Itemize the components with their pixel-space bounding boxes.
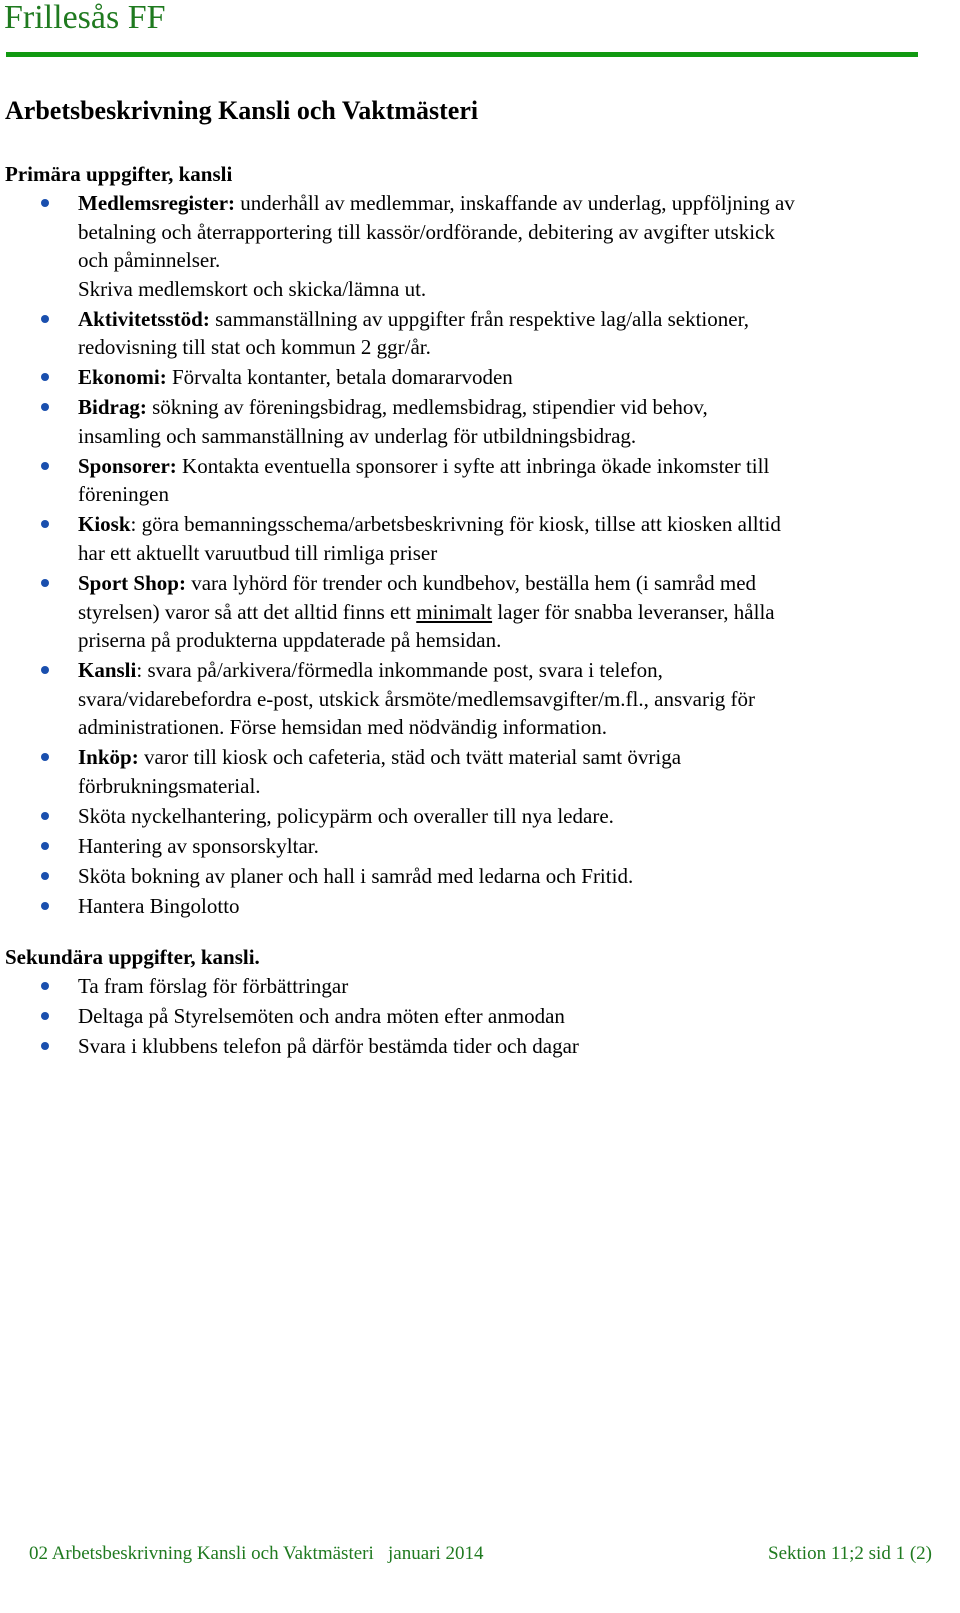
- bullet-icon: [41, 579, 49, 587]
- header-divider: [6, 52, 918, 57]
- bullet-icon: [41, 982, 49, 990]
- bullet-icon: [41, 373, 49, 381]
- bullet-icon: [41, 403, 49, 411]
- list-item: Sköta bokning av planer och hall i samråd med ledarna och Fritid.: [0, 862, 940, 891]
- bullet-icon: [41, 842, 49, 850]
- list-item: Kiosk: göra bemanningsschema/arbetsbeskrivning för kiosk, tillse att kiosken alltid har ett aktuellt varuutbud till rimliga priser: [0, 510, 940, 567]
- secondary-tasks-heading: Sekundära uppgifter, kansli.: [5, 945, 260, 969]
- bullet-icon: [41, 902, 49, 910]
- bullet-icon: [41, 666, 49, 674]
- primary-tasks-section: [0, 160, 940, 922]
- footer-document-info: 02 Arbetsbeskrivning Kansli och Vaktmästeri januari 2014: [29, 1543, 484, 1564]
- list-item: Ta fram förslag för förbättringar: [0, 972, 940, 1001]
- bullet-icon: [41, 315, 49, 323]
- list-item: Bidrag: sökning av föreningsbidrag, medlemsbidrag, stipendier vid behov, insamling och sammanställning av underlag för utbildningsbidrag.: [0, 393, 940, 450]
- primary-tasks-list: [0, 189, 940, 921]
- bullet-icon: [41, 199, 49, 207]
- list-item: Kansli: svara på/arkivera/förmedla inkommande post, svara i telefon, svara/vidarebefordra e-post, utskick årsmöte/medlemsavgifter/m.fl., ansvarig för administrationen. Förse hemsidan med nödvändig information.: [0, 656, 940, 742]
- bullet-icon: [41, 1012, 49, 1020]
- footer-page-number: Sektion 11;2 sid 1 (2): [768, 1543, 932, 1564]
- secondary-tasks-list: [0, 972, 940, 1061]
- list-item: Hantering av sponsorskyltar.: [0, 832, 940, 861]
- list-item: Medlemsregister: underhåll av medlemmar, inskaffande av underlag, uppföljning av betalning och återrapportering till kassör/ordförande, debitering av avgifter utskick och påminnelser. Skriva medlemskort och skicka/lämna ut.: [0, 189, 940, 303]
- bullet-icon: [41, 462, 49, 470]
- list-item: Hantera Bingolotto: [0, 892, 940, 921]
- list-item: Ekonomi: Förvalta kontanter, betala domararvoden: [0, 363, 940, 392]
- page-footer: [0, 1540, 932, 1570]
- organization-title: Frillesås FF: [4, 0, 166, 36]
- list-item: Deltaga på Styrelsemöten och andra möten efter anmodan: [0, 1002, 940, 1031]
- list-item: Aktivitetsstöd: sammanställning av uppgifter från respektive lag/alla sektioner, redovisning till stat och kommun 2 ggr/år.: [0, 305, 940, 362]
- secondary-tasks-section: [0, 943, 940, 1062]
- list-item: Sköta nyckelhantering, policypärm och overaller till nya ledare.: [0, 802, 940, 831]
- primary-tasks-heading: Primära uppgifter, kansli: [5, 162, 233, 186]
- document-title: Arbetsbeskrivning Kansli och Vaktmästeri: [5, 96, 479, 125]
- list-item: Svara i klubbens telefon på därför bestämda tider och dagar: [0, 1032, 940, 1061]
- bullet-icon: [41, 872, 49, 880]
- list-item: Inköp: varor till kiosk och cafeteria, städ och tvätt material samt övriga förbrukningsmaterial.: [0, 743, 940, 800]
- bullet-icon: [41, 753, 49, 761]
- bullet-icon: [41, 1042, 49, 1050]
- bullet-icon: [41, 520, 49, 528]
- list-item: Sport Shop: vara lyhörd för trender och kundbehov, beställa hem (i samråd med styrelsen) varor så att det alltid finns ett minimalt lager för snabba leveranser, hålla priserna på produkterna uppdaterade på hemsidan.: [0, 569, 940, 655]
- list-item: Sponsorer: Kontakta eventuella sponsorer i syfte att inbringa ökade inkomster till föreningen: [0, 452, 940, 509]
- bullet-icon: [41, 812, 49, 820]
